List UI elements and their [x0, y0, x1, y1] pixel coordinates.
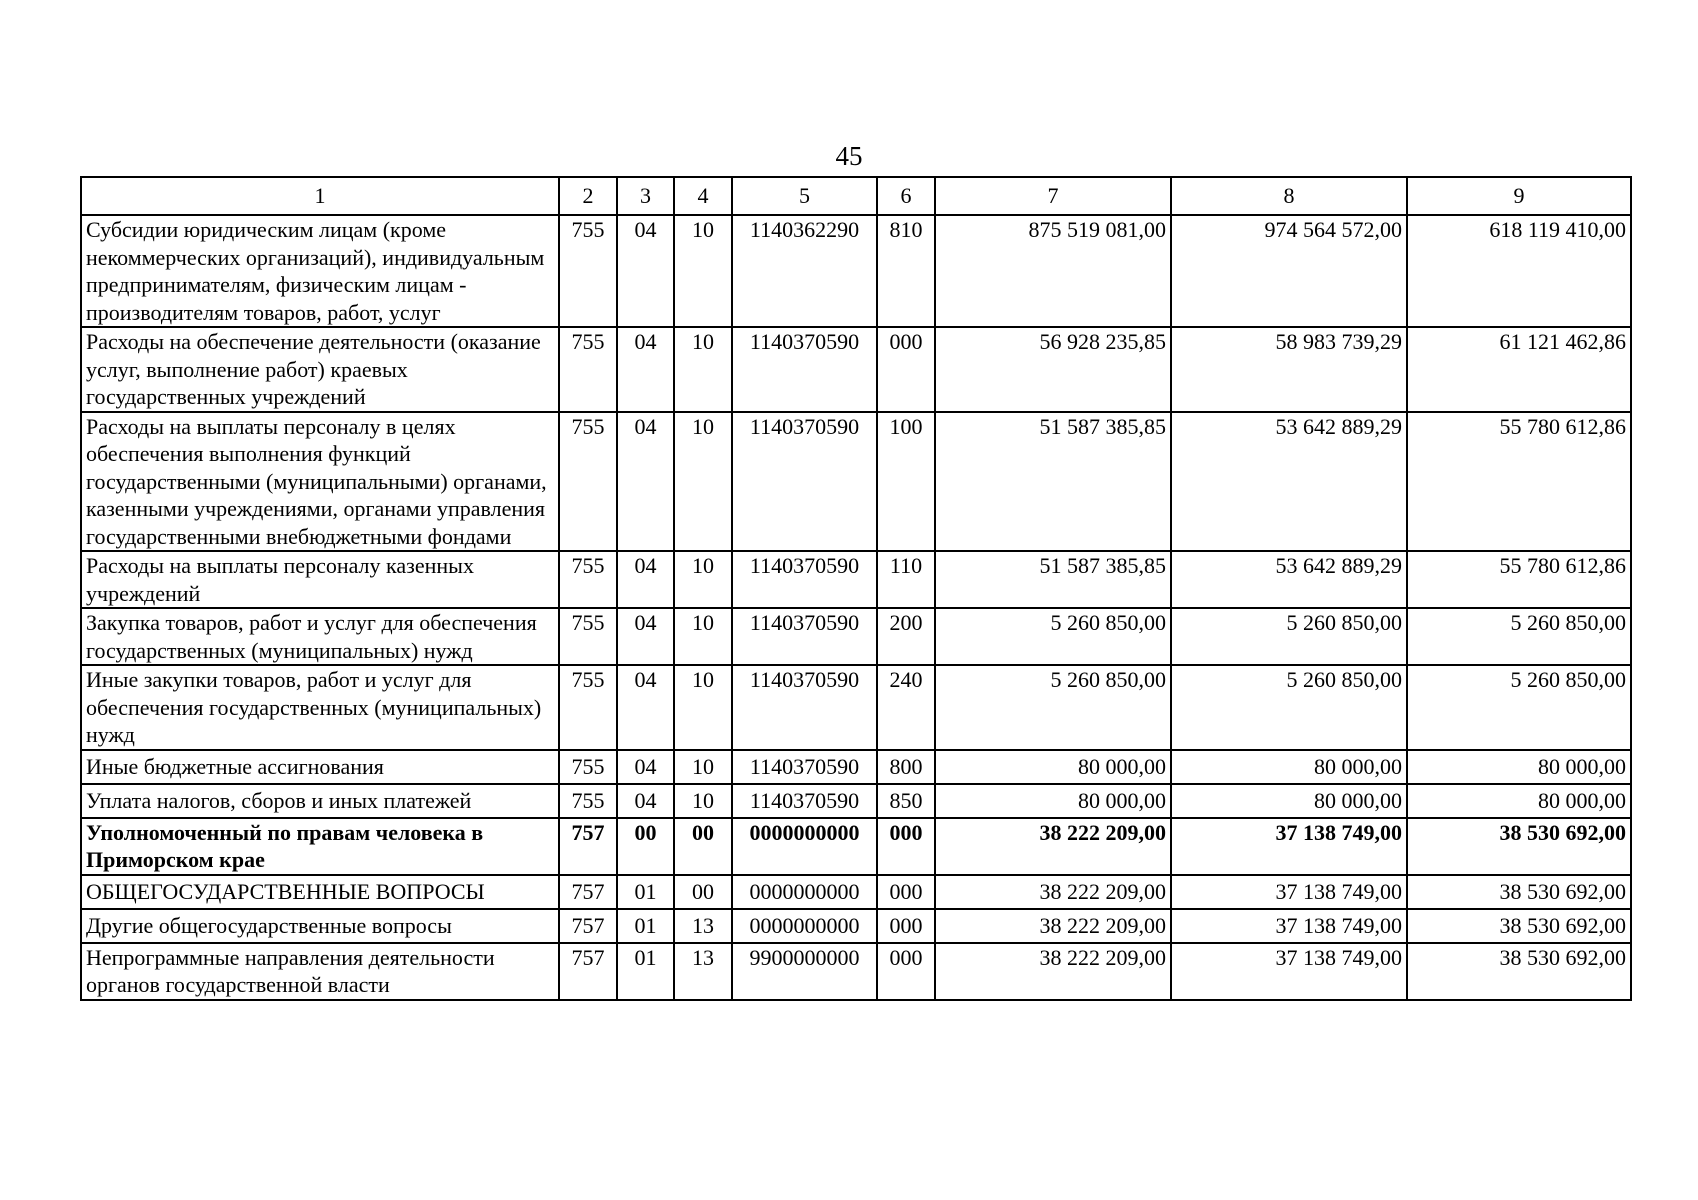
row-amount-col7: 38 222 209,00	[935, 875, 1171, 909]
table-row	[81, 327, 1631, 412]
row-amount-col7: 5 260 850,00	[935, 608, 1171, 665]
row-name: Иные закупки товаров, работ и услуг для обеспечения государственных (муниципальных) нужд	[81, 665, 559, 750]
row-amount-col9: 80 000,00	[1407, 750, 1631, 784]
row-expense-type: 100	[877, 412, 935, 552]
row-target-code: 1140370590	[732, 327, 877, 412]
header-col-3: 3	[617, 177, 674, 215]
row-amount-col9: 618 119 410,00	[1407, 215, 1631, 327]
table-row	[81, 412, 1631, 552]
header-row	[81, 177, 1631, 215]
row-target-code: 0000000000	[732, 909, 877, 943]
row-amount-col7: 51 587 385,85	[935, 551, 1171, 608]
row-expense-type: 110	[877, 551, 935, 608]
row-expense-type: 000	[877, 875, 935, 909]
row-amount-col9: 38 530 692,00	[1407, 818, 1631, 875]
row-subsection-code: 13	[674, 943, 732, 1000]
row-amount-col8: 37 138 749,00	[1171, 909, 1407, 943]
row-admin-code: 755	[559, 608, 617, 665]
row-target-code: 9900000000	[732, 943, 877, 1000]
row-name: Расходы на выплаты персоналу в целях обеспечения выполнения функций государственными (муниципальными) органами, казенными учреждениями, органами управления государственными внебюджетными фондами	[81, 412, 559, 552]
row-amount-col9: 5 260 850,00	[1407, 665, 1631, 750]
row-name: ОБЩЕГОСУДАРСТВЕННЫЕ ВОПРОСЫ	[81, 875, 559, 909]
row-amount-col7: 51 587 385,85	[935, 412, 1171, 552]
row-expense-type: 000	[877, 327, 935, 412]
row-expense-type: 000	[877, 909, 935, 943]
row-amount-col8: 53 642 889,29	[1171, 551, 1407, 608]
row-section-code: 04	[617, 412, 674, 552]
row-subsection-code: 10	[674, 327, 732, 412]
table-row-section-total	[81, 818, 1631, 875]
row-expense-type: 200	[877, 608, 935, 665]
row-subsection-code: 00	[674, 875, 732, 909]
row-subsection-code: 13	[674, 909, 732, 943]
row-name: Другие общегосударственные вопросы	[81, 909, 559, 943]
row-expense-type: 810	[877, 215, 935, 327]
row-expense-type: 850	[877, 784, 935, 818]
row-admin-code: 755	[559, 750, 617, 784]
row-subsection-code: 10	[674, 665, 732, 750]
row-admin-code: 755	[559, 551, 617, 608]
row-amount-col7: 56 928 235,85	[935, 327, 1171, 412]
row-amount-col9: 38 530 692,00	[1407, 909, 1631, 943]
row-section-code: 01	[617, 909, 674, 943]
row-subsection-code: 10	[674, 551, 732, 608]
row-name: Уполномоченный по правам человека в Приморском крае	[81, 818, 559, 875]
row-subsection-code: 10	[674, 750, 732, 784]
header-col-5: 5	[732, 177, 877, 215]
row-amount-col8: 53 642 889,29	[1171, 412, 1407, 552]
row-section-code: 04	[617, 551, 674, 608]
header-col-1: 1	[81, 177, 559, 215]
row-subsection-code: 00	[674, 818, 732, 875]
row-section-code: 04	[617, 784, 674, 818]
row-amount-col7: 38 222 209,00	[935, 818, 1171, 875]
row-amount-col7: 5 260 850,00	[935, 665, 1171, 750]
row-target-code: 0000000000	[732, 818, 877, 875]
row-amount-col7: 875 519 081,00	[935, 215, 1171, 327]
row-name: Расходы на выплаты персоналу казенных учреждений	[81, 551, 559, 608]
row-amount-col7: 80 000,00	[935, 784, 1171, 818]
row-section-code: 04	[617, 608, 674, 665]
header-col-9: 9	[1407, 177, 1631, 215]
header-col-7: 7	[935, 177, 1171, 215]
row-admin-code: 757	[559, 818, 617, 875]
row-name: Иные бюджетные ассигнования	[81, 750, 559, 784]
table-row	[81, 608, 1631, 665]
table-row	[81, 943, 1631, 1000]
row-amount-col9: 80 000,00	[1407, 784, 1631, 818]
row-section-code: 04	[617, 327, 674, 412]
row-expense-type: 000	[877, 943, 935, 1000]
row-target-code: 1140370590	[732, 750, 877, 784]
row-subsection-code: 10	[674, 608, 732, 665]
row-amount-col8: 5 260 850,00	[1171, 665, 1407, 750]
row-amount-col7: 80 000,00	[935, 750, 1171, 784]
row-admin-code: 755	[559, 215, 617, 327]
row-admin-code: 755	[559, 784, 617, 818]
header-col-8: 8	[1171, 177, 1407, 215]
row-section-code: 04	[617, 665, 674, 750]
table-row	[81, 551, 1631, 608]
row-admin-code: 757	[559, 909, 617, 943]
row-admin-code: 755	[559, 412, 617, 552]
row-target-code: 1140362290	[732, 215, 877, 327]
row-subsection-code: 10	[674, 784, 732, 818]
row-amount-col7: 38 222 209,00	[935, 943, 1171, 1000]
table-row	[81, 784, 1631, 818]
row-target-code: 1140370590	[732, 665, 877, 750]
row-amount-col8: 37 138 749,00	[1171, 875, 1407, 909]
row-amount-col8: 37 138 749,00	[1171, 943, 1407, 1000]
row-amount-col7: 38 222 209,00	[935, 909, 1171, 943]
row-amount-col8: 80 000,00	[1171, 784, 1407, 818]
row-amount-col8: 58 983 739,29	[1171, 327, 1407, 412]
row-admin-code: 755	[559, 665, 617, 750]
row-amount-col9: 61 121 462,86	[1407, 327, 1631, 412]
row-subsection-code: 10	[674, 215, 732, 327]
row-amount-col8: 5 260 850,00	[1171, 608, 1407, 665]
row-name: Уплата налогов, сборов и иных платежей	[81, 784, 559, 818]
row-section-code: 00	[617, 818, 674, 875]
table-row	[81, 750, 1631, 784]
row-name: Закупка товаров, работ и услуг для обеспечения государственных (муниципальных) нужд	[81, 608, 559, 665]
row-amount-col9: 55 780 612,86	[1407, 412, 1631, 552]
row-target-code: 1140370590	[732, 784, 877, 818]
table-row	[81, 665, 1631, 750]
header-col-6: 6	[877, 177, 935, 215]
row-admin-code: 757	[559, 875, 617, 909]
row-amount-col8: 80 000,00	[1171, 750, 1407, 784]
row-target-code: 1140370590	[732, 412, 877, 552]
row-admin-code: 755	[559, 327, 617, 412]
row-target-code: 0000000000	[732, 875, 877, 909]
page-number: 45	[835, 141, 863, 171]
row-amount-col8: 974 564 572,00	[1171, 215, 1407, 327]
row-section-code: 04	[617, 750, 674, 784]
row-expense-type: 000	[877, 818, 935, 875]
row-name: Непрограммные направления деятельности органов государственной власти	[81, 943, 559, 1000]
table-row	[81, 909, 1631, 943]
table-row	[81, 215, 1631, 327]
budget-table	[80, 176, 1632, 1001]
table-row	[81, 875, 1631, 909]
row-section-code: 04	[617, 215, 674, 327]
header-col-4: 4	[674, 177, 732, 215]
row-amount-col8: 37 138 749,00	[1171, 818, 1407, 875]
row-amount-col9: 38 530 692,00	[1407, 875, 1631, 909]
row-name: Расходы на обеспечение деятельности (оказание услуг, выполнение работ) краевых государственных учреждений	[81, 327, 559, 412]
row-admin-code: 757	[559, 943, 617, 1000]
row-expense-type: 240	[877, 665, 935, 750]
row-amount-col9: 55 780 612,86	[1407, 551, 1631, 608]
row-target-code: 1140370590	[732, 608, 877, 665]
row-section-code: 01	[617, 943, 674, 1000]
row-target-code: 1140370590	[732, 551, 877, 608]
header-col-2: 2	[559, 177, 617, 215]
row-name: Субсидии юридическим лицам (кроме некоммерческих организаций), индивидуальным предпринимателям, физическим лицам - производителям товаров, работ, услуг	[81, 215, 559, 327]
row-expense-type: 800	[877, 750, 935, 784]
row-amount-col9: 5 260 850,00	[1407, 608, 1631, 665]
row-subsection-code: 10	[674, 412, 732, 552]
row-section-code: 01	[617, 875, 674, 909]
row-amount-col9: 38 530 692,00	[1407, 943, 1631, 1000]
